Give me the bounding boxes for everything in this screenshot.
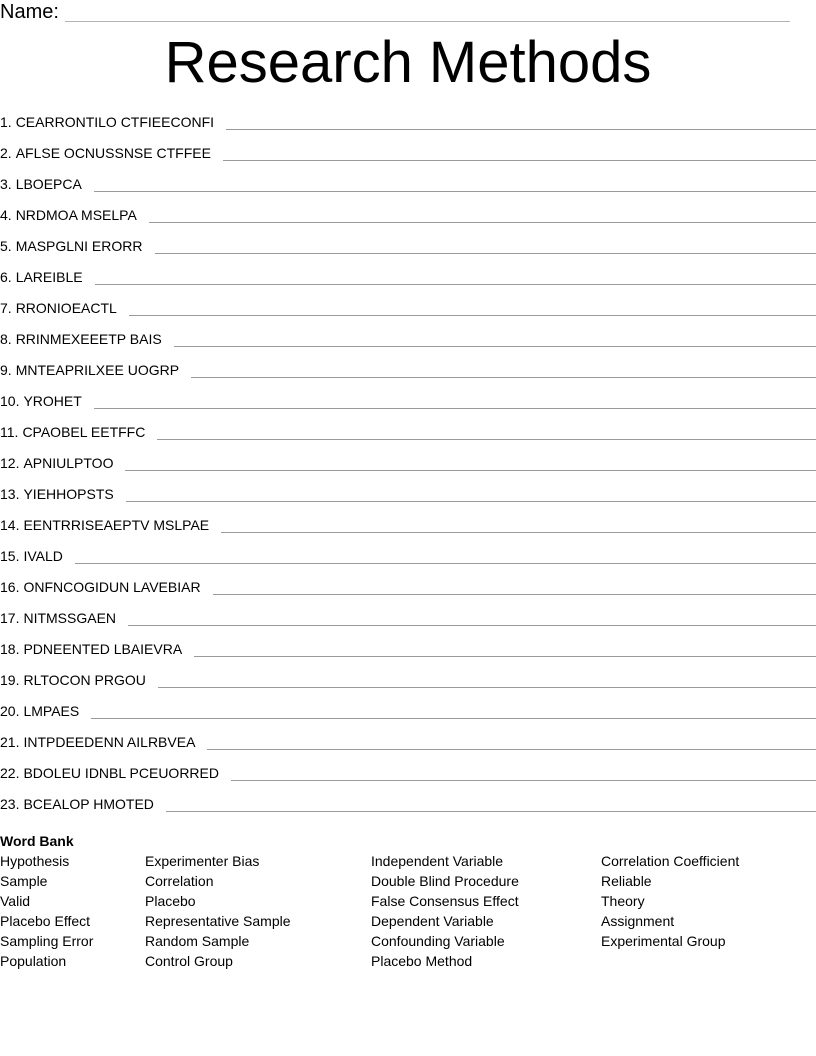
scrambled-word: CEARRONTILO CTFIEECONFI <box>15 114 215 130</box>
question-row <box>0 450 816 481</box>
word-bank-entry: Correlation Coefficient <box>601 853 740 869</box>
question-number: 3. <box>0 176 12 192</box>
question-number: 22. <box>0 765 20 781</box>
question-row <box>0 295 816 326</box>
answer-line[interactable] <box>226 119 816 130</box>
question-number: 5. <box>0 238 12 254</box>
word-bank-entry: Assignment <box>601 913 675 929</box>
scrambled-word: INTPDEEDENN AILRBVEA <box>23 734 196 750</box>
scrambled-word: RLTOCON PRGOU <box>23 672 146 688</box>
question-number: 16. <box>0 579 20 595</box>
question-number: 21. <box>0 734 20 750</box>
question-row <box>0 636 816 667</box>
question-number: 20. <box>0 703 20 719</box>
answer-line[interactable] <box>94 398 816 409</box>
answer-line[interactable] <box>213 584 816 595</box>
question-number: 6. <box>0 269 12 285</box>
scrambled-word: LMPAES <box>23 703 80 719</box>
answer-line[interactable] <box>166 801 816 812</box>
word-bank-entry: Placebo Effect <box>0 913 91 929</box>
scrambled-word: LBOEPCA <box>15 176 82 192</box>
scrambled-word: BDOLEU IDNBL PCEUORRED <box>23 765 219 781</box>
answer-line[interactable] <box>221 522 816 533</box>
question-row <box>0 326 816 357</box>
question-number: 7. <box>0 300 12 316</box>
question-row <box>0 388 816 419</box>
answer-line[interactable] <box>128 615 816 626</box>
word-bank-grid <box>0 851 816 981</box>
word-bank-title: Word Bank <box>0 833 74 849</box>
scrambled-word: EENTRRISEAEPTV MSLPAE <box>23 517 210 533</box>
word-bank-entry: Representative Sample <box>145 913 291 929</box>
answer-line[interactable] <box>194 646 816 657</box>
question-number: 18. <box>0 641 20 657</box>
question-row <box>0 543 816 574</box>
question-row <box>0 512 816 543</box>
word-bank-entry: Experimenter Bias <box>145 853 260 869</box>
word-bank-entry: Valid <box>0 893 31 909</box>
question-row <box>0 667 816 698</box>
word-bank-entry: Experimental Group <box>601 933 726 949</box>
answer-line[interactable] <box>129 305 816 316</box>
question-row <box>0 574 816 605</box>
scrambled-word: PDNEENTED LBAIEVRA <box>23 641 183 657</box>
name-answer-line[interactable] <box>65 5 790 22</box>
scrambled-word: YIEHHOPSTS <box>23 486 114 502</box>
word-bank-entry: Control Group <box>145 953 233 969</box>
word-bank-entry: Theory <box>601 893 645 909</box>
question-number: 14. <box>0 517 20 533</box>
scrambled-word: LAREIBLE <box>15 269 83 285</box>
word-bank-column <box>0 851 93 971</box>
scrambled-word: MASPGLNI ERORR <box>15 238 143 254</box>
scrambled-word: CPAOBEL EETFFC <box>22 424 146 440</box>
question-number: 2. <box>0 145 12 161</box>
answer-line[interactable] <box>191 367 816 378</box>
word-bank-entry: Reliable <box>601 873 652 889</box>
answer-line[interactable] <box>157 429 816 440</box>
scrambled-word: NRDMOA MSELPA <box>15 207 137 223</box>
word-bank-column <box>601 851 739 951</box>
question-number: 23. <box>0 796 20 812</box>
answer-line[interactable] <box>158 677 816 688</box>
question-row <box>0 605 816 636</box>
question-row <box>0 202 816 233</box>
word-bank-entry: Sample <box>0 873 48 889</box>
question-row <box>0 171 816 202</box>
scrambled-word: RRINMEXEEETP BAIS <box>15 331 162 347</box>
answer-line[interactable] <box>95 274 816 285</box>
word-bank-entry: Random Sample <box>145 933 250 949</box>
answer-line[interactable] <box>223 150 816 161</box>
name-label: Name: <box>0 1 59 23</box>
answer-line[interactable] <box>207 739 816 750</box>
word-bank-entry: Placebo Method <box>371 953 473 969</box>
scrambled-word: BCEALOP HMOTED <box>23 796 154 812</box>
word-bank-column <box>371 851 519 971</box>
question-number: 4. <box>0 207 12 223</box>
answer-line[interactable] <box>126 491 816 502</box>
scrambled-word: RRONIOEACTL <box>15 300 117 316</box>
question-row <box>0 698 816 729</box>
answer-line[interactable] <box>75 553 816 564</box>
scrambled-word: IVALD <box>23 548 63 564</box>
question-number: 15. <box>0 548 20 564</box>
word-bank-entry: Hypothesis <box>0 853 70 869</box>
question-row <box>0 109 816 140</box>
question-number: 10. <box>0 393 20 409</box>
word-bank <box>0 831 816 981</box>
question-row <box>0 140 816 171</box>
question-row <box>0 419 816 450</box>
word-bank-column <box>145 851 291 971</box>
word-bank-entry: Dependent Variable <box>371 913 494 929</box>
word-bank-entry: Population <box>0 953 67 969</box>
question-list <box>0 109 816 822</box>
answer-line[interactable] <box>125 460 816 471</box>
word-bank-entry: Double Blind Procedure <box>371 873 519 889</box>
scrambled-word: ONFNCOGIDUN LAVEBIAR <box>23 579 201 595</box>
question-number: 1. <box>0 114 12 130</box>
question-row <box>0 791 816 822</box>
question-row <box>0 481 816 512</box>
answer-line[interactable] <box>174 336 816 347</box>
question-number: 19. <box>0 672 20 688</box>
question-row <box>0 264 816 295</box>
answer-line[interactable] <box>91 708 816 719</box>
question-number: 17. <box>0 610 20 626</box>
scrambled-word: NITMSSGAEN <box>23 610 117 626</box>
scrambled-word: APNIULPTOO <box>23 455 114 471</box>
scrambled-word: MNTEAPRILXEE UOGRP <box>15 362 180 378</box>
scrambled-word: YROHET <box>23 393 82 409</box>
question-number: 8. <box>0 331 12 347</box>
name-row <box>0 0 790 22</box>
question-row <box>0 729 816 760</box>
question-row <box>0 760 816 791</box>
question-number: 9. <box>0 362 12 378</box>
answer-line[interactable] <box>155 243 816 254</box>
word-bank-entry: False Consensus Effect <box>371 893 519 909</box>
word-bank-entry: Correlation <box>145 873 214 889</box>
answer-line[interactable] <box>94 181 816 192</box>
question-row <box>0 233 816 264</box>
question-number: 11. <box>0 424 19 440</box>
page-title: Research Methods <box>164 30 652 95</box>
word-bank-entry: Confounding Variable <box>371 933 505 949</box>
word-bank-entry: Independent Variable <box>371 853 504 869</box>
word-bank-entry: Sampling Error <box>0 933 94 949</box>
scrambled-word: AFLSE OCNUSSNSE CTFFEE <box>15 145 211 161</box>
question-number: 13. <box>0 486 20 502</box>
answer-line[interactable] <box>149 212 816 223</box>
question-row <box>0 357 816 388</box>
word-bank-entry: Placebo <box>145 893 196 909</box>
question-number: 12. <box>0 455 20 471</box>
answer-line[interactable] <box>231 770 816 781</box>
